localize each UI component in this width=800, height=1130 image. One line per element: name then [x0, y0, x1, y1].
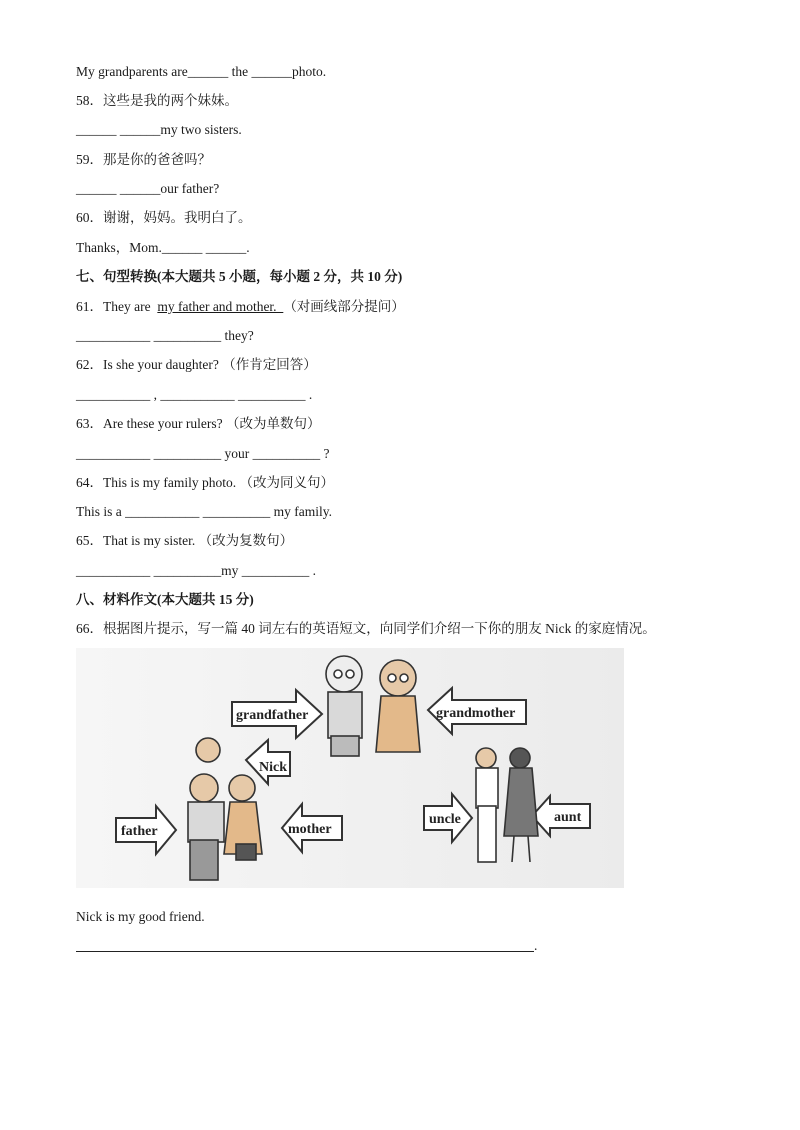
- q64-prompt: 64．This is my family photo. （改为同义句）: [76, 475, 334, 490]
- q61-answer-line: ___________ __________ they?: [76, 328, 254, 343]
- q65-prompt: 65．That is my sister. （改为复数句）: [76, 533, 294, 548]
- mother-label: mother: [288, 822, 332, 837]
- grandmother-figure: [376, 660, 420, 752]
- family-illustration: [76, 648, 624, 888]
- grandmother-label: grandmother: [436, 706, 516, 721]
- nick-label: Nick: [259, 760, 287, 775]
- q63-prompt: 63．Are these your rulers? （改为单数句）: [76, 416, 321, 431]
- q63-answer-line: ___________ __________ your __________ ?: [76, 446, 330, 461]
- uncle-label: uncle: [429, 812, 461, 827]
- essay-opening-sentence: Nick is my good friend.: [76, 909, 205, 924]
- father-label: father: [121, 824, 158, 839]
- section-7-heading: 七、句型转换(本大题共 5 小题，每小题 2 分，共 10 分): [76, 269, 403, 284]
- essay-answer-line[interactable]: [76, 951, 534, 952]
- q60-answer-line: Thanks，Mom.______ ______.: [76, 240, 250, 255]
- q61-prefix: 61．They are: [76, 299, 158, 314]
- q58-answer-line: ______ ______my two sisters.: [76, 122, 242, 137]
- q57-answer-line: My grandparents are______ the ______photo.: [76, 64, 327, 79]
- q59-prompt: 59．那是你的爸爸吗？: [76, 152, 211, 167]
- q62-prompt: 62．Is she your daughter? （作肯定回答）: [76, 357, 317, 372]
- q58-prompt: 58．这些是我的两个妹妹。: [76, 93, 238, 108]
- q59-answer-line: ______ ______our father?: [76, 181, 220, 196]
- q61-underlined-part: my father and mother.: [157, 299, 284, 314]
- aunt-label: aunt: [554, 810, 582, 825]
- grandfather-label: grandfather: [236, 708, 309, 723]
- q61-prompt: [76, 298, 405, 316]
- essay-answer-period: .: [534, 938, 538, 953]
- q62-answer-line: ___________ , ___________ __________ .: [76, 387, 313, 402]
- q61-instruction: （对画线部分提问）: [283, 299, 405, 314]
- q66-prompt: 66．根据图片提示，写一篇 40 词左右的英语短文，向同学们介绍一下你的朋友 Nick 的家庭情况。: [76, 621, 656, 636]
- grandfather-figure: [326, 656, 362, 756]
- q65-answer-line: ___________ __________my __________ .: [76, 563, 317, 578]
- q60-prompt: 60．谢谢，妈妈。我明白了。: [76, 210, 252, 225]
- q64-answer-line: This is a ___________ __________ my family.: [76, 504, 332, 519]
- section-8-heading: 八、材料作文(本大题共 15 分): [76, 592, 254, 607]
